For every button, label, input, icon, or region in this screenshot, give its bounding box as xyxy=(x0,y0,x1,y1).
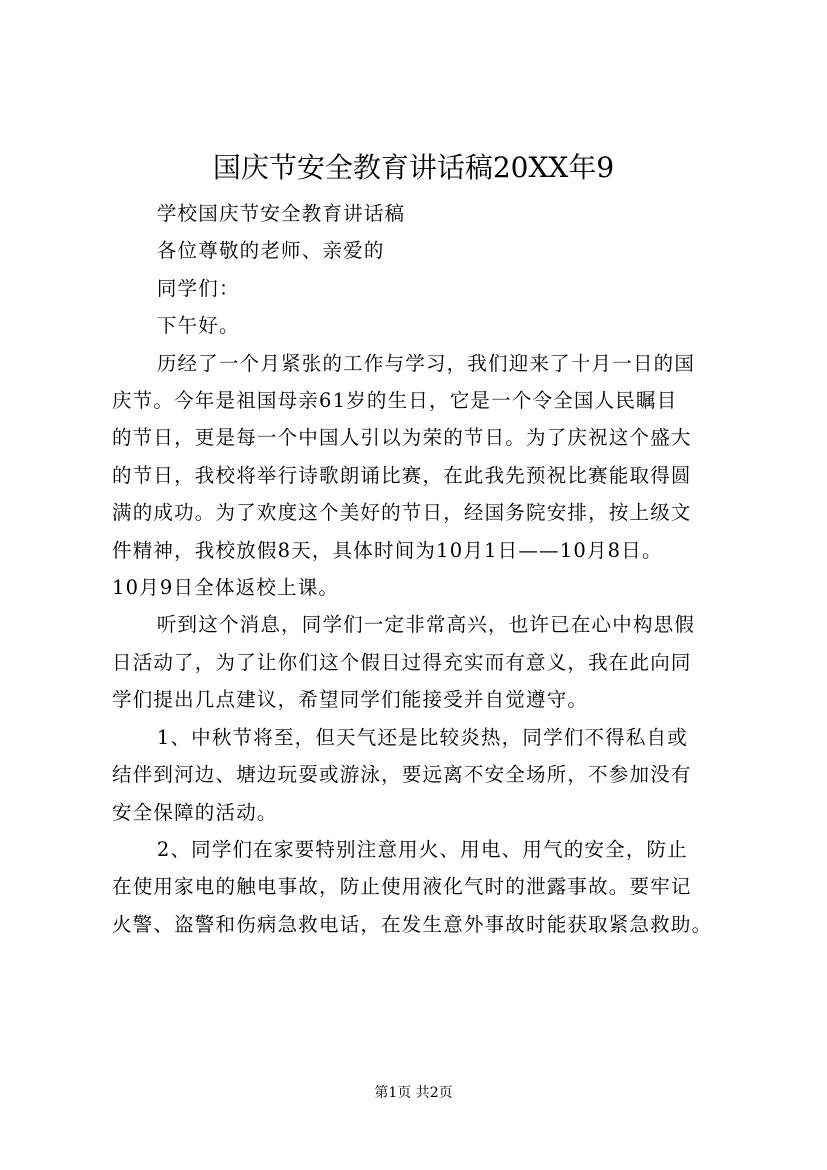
body-line: 历经了一个月紧张的工作与学习，我们迎来了十月一日的国 xyxy=(156,351,696,375)
body-line: 火警、盗警和伤病急救电话，在发生意外事故时能获取紧急救助。 xyxy=(112,912,713,936)
body-line: 学校国庆节安全教育讲话稿 xyxy=(156,202,406,225)
body-line: 同学们： xyxy=(156,276,240,300)
body-line: 下午好。 xyxy=(156,314,240,338)
page-footer: 第1页 共2页 xyxy=(374,1085,453,1101)
body-line: 结伴到河边、塘边玩耍或游泳，要远离不安全场所，不参加没有 xyxy=(112,763,692,787)
body-line: 的节日，我校将举行诗歌朗诵比赛，在此我先预祝比赛能取得圆 xyxy=(112,463,692,487)
body-line: 1、中秋节将至，但天气还是比较炎热，同学们不得私自或 xyxy=(156,725,688,749)
document-title: 国庆节安全教育讲话稿20XX年9 xyxy=(212,151,615,184)
body-line: 日活动了，为了让你们这个假日过得充实而有意义，我在此向同 xyxy=(112,650,692,674)
body-line: 件精神，我校放假8天，具体时间为10月1日——10月8日。 xyxy=(112,538,663,562)
body-line: 各位尊敬的老师、亲爱的 xyxy=(156,239,385,263)
body-line: 安全保障的活动。 xyxy=(112,800,278,824)
body-line: 听到这个消息，同学们一定非常高兴，也许已在心中构思假 xyxy=(156,613,696,637)
body-line: 2、同学们在家要特别注意用火、用电、用气的安全，防止 xyxy=(156,837,688,861)
body-line: 10月9日全体返校上课。 xyxy=(112,576,340,600)
body-line: 学们提出几点建议，希望同学们能接受并自觉遵守。 xyxy=(112,688,589,712)
body-line: 在使用家电的触电事故，防止使用液化气时的泄露事故。要牢记 xyxy=(112,875,692,899)
body-line: 满的成功。为了欢度这个美好的节日，经国务院安排，按上级文 xyxy=(112,501,692,525)
document-body xyxy=(112,195,740,943)
body-line: 的节日，更是每一个中国人引以为荣的节日。为了庆祝这个盛大 xyxy=(112,426,692,450)
body-line: 庆节。今年是祖国母亲61岁的生日，它是一个令全国人民瞩目 xyxy=(112,389,678,413)
